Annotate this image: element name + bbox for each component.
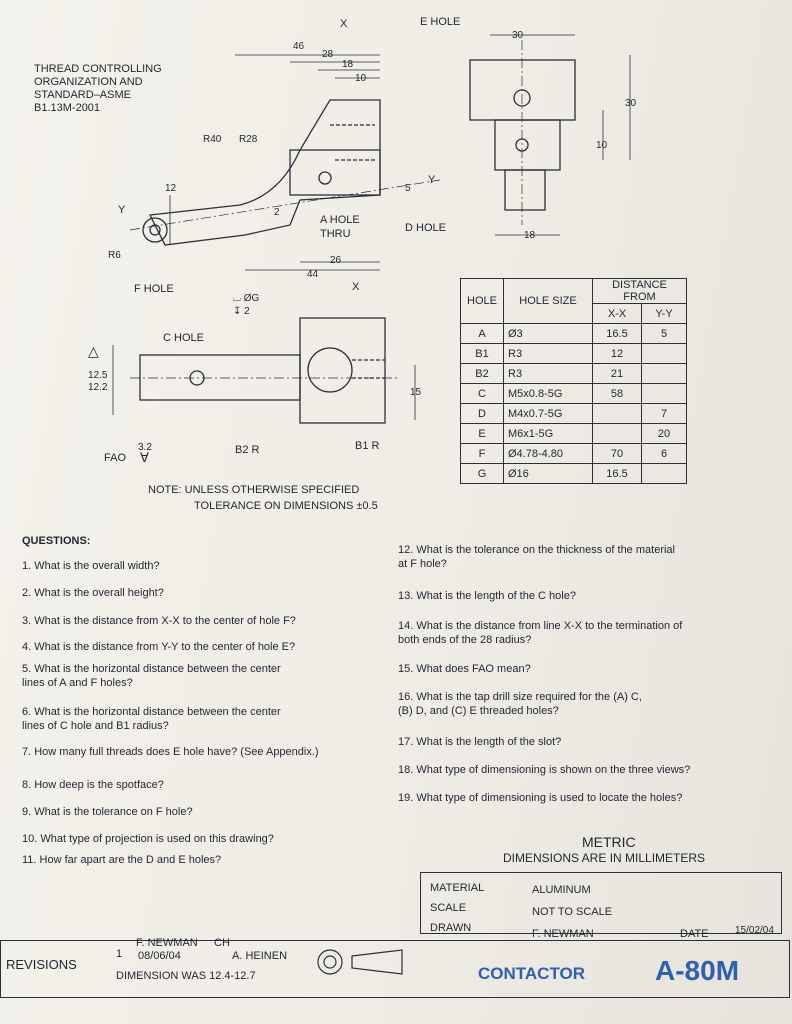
hole-table-row (461, 444, 687, 464)
hole-table-cell-hole: F (461, 444, 504, 464)
hole-table-cell-size: Ø3 (504, 324, 593, 344)
tolerance-note-line: TOLERANCE ON DIMENSIONS ±0.5 (194, 500, 378, 512)
question-line: 14. What is the distance from line X-X to the termination of (398, 620, 683, 632)
f-hole-circle (143, 218, 167, 242)
hole-table-cell-yy: 6 (642, 444, 687, 464)
question-line: 18. What type of dimensioning is shown on the three views? (398, 764, 691, 776)
hole-table-row (461, 344, 687, 364)
dim-2: 2 (274, 207, 280, 218)
r40-label: R40 (203, 134, 222, 145)
hole-table-cell-hole: C (461, 384, 504, 404)
question-line: 17. What is the length of the slot? (398, 736, 562, 748)
rev-number: 1 (116, 948, 123, 960)
question-line: 11. How far apart are the D and E holes? (22, 854, 222, 866)
rev-date: 08/06/04 (138, 950, 181, 962)
dim-18-side: 18 (524, 230, 536, 241)
hole-table-cell-size: R3 (504, 344, 593, 364)
hole-table-cell-xx: 21 (593, 364, 642, 384)
hole-table-cell-size: M6x1-5G (504, 424, 593, 444)
a-hole-circle (319, 172, 331, 184)
question-line: (B) D, and (C) E threaded holes? (398, 705, 559, 717)
question-line: 3. What is the distance from X-X to the center of hole F? (22, 615, 296, 627)
r28-label: R28 (239, 134, 258, 145)
standard-note-line: STANDARD–ASME (34, 89, 131, 101)
hole-table-header-size: HOLE SIZE (504, 279, 593, 324)
r6-label: R6 (108, 250, 121, 261)
dim-46: 46 (293, 41, 305, 52)
standard-note (34, 63, 162, 115)
hole-table-cell-yy (642, 344, 687, 364)
question-line: 1. What is the overall width? (22, 560, 160, 572)
question-line: 16. What is the tap drill size required for the (A) C, (398, 691, 642, 703)
question-line: at F hole? (398, 558, 447, 570)
question-line: 9. What is the tolerance on F hole? (22, 806, 193, 818)
hole-table-cell-hole: B2 (461, 364, 504, 384)
g-hole-circle (308, 348, 352, 392)
hole-table-cell-yy (642, 384, 687, 404)
hole-table-cell-yy: 20 (642, 424, 687, 444)
drawn-label: DRAWN (430, 922, 472, 934)
dim-5: 5 (405, 183, 411, 194)
standard-note-line: THREAD CONTROLLING (34, 63, 162, 75)
hole-table-cell-hole: A (461, 324, 504, 344)
drawing-number: A-80M (655, 955, 740, 986)
rev-check-label: CH (214, 937, 230, 949)
x-axis-label: X (340, 18, 348, 30)
hole-table-cell-xx (593, 424, 642, 444)
question-line: 8. How deep is the spotface? (22, 779, 164, 791)
b1-radius-label: B1 R (355, 440, 380, 452)
dim-10-side: 10 (596, 140, 608, 151)
dim-12-5: 12.5 (88, 370, 108, 381)
question-line: 7. How many full threads does E hole have? (See Appendix.) (22, 746, 319, 758)
question-line: 2. What is the overall height? (22, 587, 164, 599)
front-view-arm (140, 355, 300, 400)
question-line: 5. What is the horizontal distance between the center (22, 663, 281, 675)
scale-value: NOT TO SCALE (532, 906, 613, 918)
hole-table-header-hole: HOLE (461, 279, 504, 324)
hole-table-header-distance: DISTANCE FROM (593, 279, 687, 304)
material-value: ALUMINUM (532, 884, 591, 896)
hole-table-row (461, 424, 687, 444)
dim-12-2: 12.2 (88, 382, 108, 393)
b2-radius-label: B2 R (235, 444, 260, 456)
hole-table-row (461, 384, 687, 404)
hole-table-header-xx: X-X (593, 304, 642, 324)
hole-table-cell-size: M5x0.8-5G (504, 384, 593, 404)
hole-table-cell-size: Ø4.78-4.80 (504, 444, 593, 464)
revisions-label: REVISIONS (6, 957, 77, 972)
surface-finish-value: 3.2 (138, 442, 152, 453)
drawn-value: F. NEWMAN (532, 928, 594, 940)
hole-table-cell-size: Ø16 (504, 464, 593, 484)
hole-table-cell-xx (593, 404, 642, 424)
spotface-label: ⌴ ØG (233, 293, 260, 304)
dim-26: 26 (330, 255, 342, 266)
hole-table-row (461, 364, 687, 384)
surface-finish-icon: ∀ (140, 450, 149, 465)
hole-table-cell-yy (642, 464, 687, 484)
dim-15: 15 (410, 387, 422, 398)
a-hole-label: A HOLE (320, 214, 360, 226)
hole-table-row (461, 404, 687, 424)
hole-table-row (461, 324, 687, 344)
f-hole-label: F HOLE (134, 283, 174, 295)
hole-table-cell-xx: 16.5 (593, 464, 642, 484)
hole-table-cell-xx: 58 (593, 384, 642, 404)
rev-description: DIMENSION WAS 12.4-12.7 (116, 970, 256, 982)
units-label: DIMENSIONS ARE IN MILLIMETERS (503, 851, 706, 865)
c-hole-label: C HOLE (163, 332, 204, 344)
hole-table-cell-xx: 12 (593, 344, 642, 364)
question-line: 4. What is the distance from Y-Y to the center of hole E? (22, 641, 296, 653)
date-value: 15/02/04 (735, 925, 774, 936)
scale-label: SCALE (430, 902, 467, 914)
dim-30-height: 30 (625, 98, 637, 109)
question-line: 12. What is the tolerance on the thickness of the material (398, 544, 675, 556)
rev-checker: A. HEINEN (232, 950, 288, 962)
tolerance-note-line: NOTE: UNLESS OTHERWISE SPECIFIED (148, 484, 360, 496)
question-line: 10. What type of projection is used on this drawing? (22, 833, 274, 845)
question-line: 19. What type of dimensioning is used to locate the holes? (398, 792, 683, 804)
question-line: lines of C hole and B1 radius? (22, 720, 169, 732)
material-label: MATERIAL (430, 882, 485, 894)
y-axis-label-2: Y (428, 174, 436, 186)
dim-10: 10 (355, 73, 367, 84)
question-line: lines of A and F holes? (22, 677, 133, 689)
hole-table-cell-hole: B1 (461, 344, 504, 364)
question-line: 13. What is the length of the C hole? (398, 590, 576, 602)
hole-table-row (461, 464, 687, 484)
hole-table-header-yy: Y-Y (642, 304, 687, 324)
standard-note-line: B1.13M-2001 (34, 102, 101, 114)
spotface-depth-label: ↧ 2 (233, 306, 250, 317)
hole-table-cell-hole: E (461, 424, 504, 444)
hole-table-cell-xx: 16.5 (593, 324, 642, 344)
rev-author: F. NEWMAN (136, 937, 198, 949)
x-axis-label-2: X (352, 281, 360, 293)
date-label: DATE (680, 928, 709, 940)
hole-table-cell-hole: G (461, 464, 504, 484)
hole-table (460, 278, 687, 484)
a-hole-thru-label: THRU (320, 228, 351, 240)
third-angle-projection-icon (312, 946, 407, 978)
dim-30-width: 30 (512, 30, 524, 41)
question-line: both ends of the 28 radius? (398, 634, 532, 646)
revision-triangle-icon: △ (88, 343, 99, 359)
drawing-title: CONTACTOR (478, 964, 586, 983)
hole-table-cell-hole: D (461, 404, 504, 424)
dim-28: 28 (322, 49, 334, 60)
y-axis-label: Y (118, 204, 126, 216)
dim-12: 12 (165, 183, 177, 194)
hole-table-cell-size: M4x0.7-5G (504, 404, 593, 424)
question-line: 6. What is the horizontal distance between the center (22, 706, 281, 718)
d-hole-label: D HOLE (405, 222, 446, 234)
question-line: 15. What does FAO mean? (398, 663, 531, 675)
hole-table-cell-yy: 7 (642, 404, 687, 424)
hole-table-cell-yy (642, 364, 687, 384)
hole-table-cell-size: R3 (504, 364, 593, 384)
fao-label: FAO (104, 452, 127, 464)
dim-44: 44 (307, 269, 319, 280)
e-hole-label: E HOLE (420, 16, 461, 28)
hole-table-cell-yy: 5 (642, 324, 687, 344)
front-view-block (300, 318, 385, 423)
dim-18: 18 (342, 59, 354, 70)
hole-table-cell-xx: 70 (593, 444, 642, 464)
questions-heading: QUESTIONS: (22, 535, 91, 547)
standard-note-line: ORGANIZATION AND (34, 76, 143, 88)
metric-label: METRIC (582, 834, 636, 850)
